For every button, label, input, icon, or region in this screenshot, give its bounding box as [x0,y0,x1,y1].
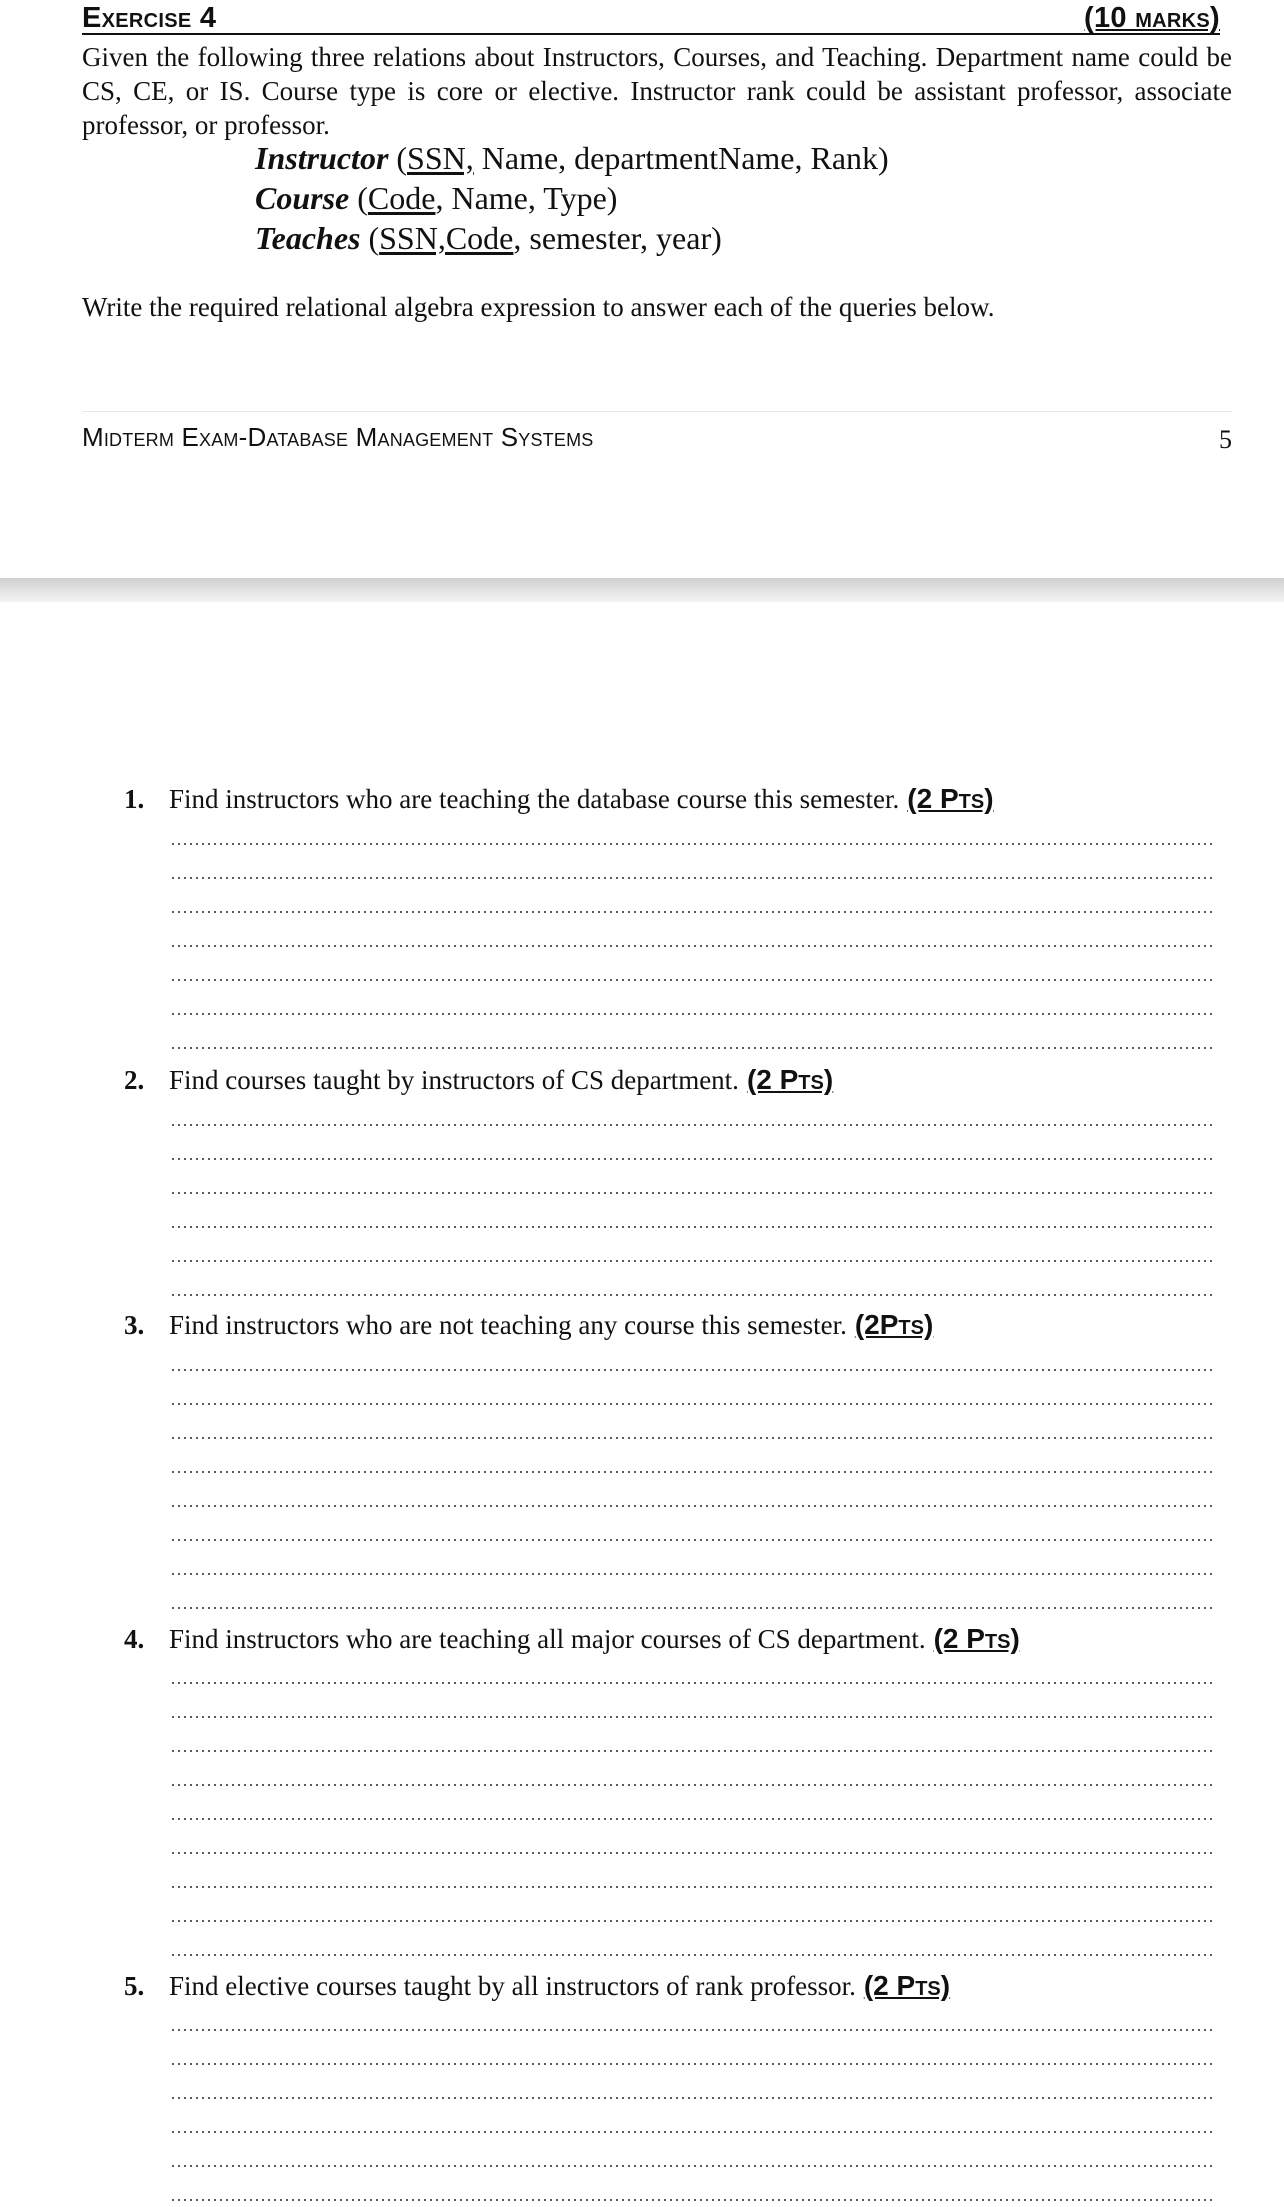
answer-line[interactable] [170,1750,1215,1752]
answer-line[interactable] [170,1260,1215,1262]
answer-line[interactable] [170,1403,1215,1405]
page-number: 5 [1219,425,1232,454]
answer-line[interactable] [170,2131,1215,2133]
footer-title: Midterm Exam-Database Management Systems [82,422,594,452]
primary-key: Code [367,180,436,216]
exercise-title: Exercise 4 [82,2,217,34]
question-text: Find elective courses taught by all instructors of rank professor. [169,1971,856,2001]
schema-instructor: Instructor (SSN, Name, departmentName, Rank) [255,140,889,176]
answer-line[interactable] [170,1192,1215,1194]
answer-line[interactable] [170,2063,1215,2065]
answer-line[interactable] [170,1539,1215,1541]
schema-course: Course (Code, Name, Type) [255,180,618,216]
answer-line[interactable] [170,1716,1215,1718]
answer-line[interactable] [170,1294,1215,1296]
instructions: Write the required relational algebra expression to answer each of the queries below. [82,292,995,322]
answer-line[interactable] [170,1505,1215,1507]
answer-line[interactable] [170,877,1215,879]
answer-line[interactable] [170,1437,1215,1439]
answer-line[interactable] [170,2029,1215,2031]
answer-line[interactable] [170,1818,1215,1820]
primary-key: SSN,Code [379,220,514,256]
primary-key: SSN, [407,140,474,176]
answer-line[interactable] [170,1573,1215,1575]
answer-line[interactable] [170,2199,1215,2201]
answer-line[interactable] [170,945,1215,947]
schema-teaches: Teaches (SSN,Code, semester, year) [255,220,722,256]
answer-line[interactable] [170,2097,1215,2099]
answer-line[interactable] [170,1682,1215,1684]
question-2: 2. Find courses taught by instructors of CS department. (2 Pts) [124,1064,834,1095]
answer-line[interactable] [170,1954,1215,1956]
answer-line[interactable] [170,1158,1215,1160]
question-1: 1. Find instructors who are teaching the database course this semester. (2 Pts) [124,783,994,814]
answer-line[interactable] [170,1607,1215,1609]
question-text: Find courses taught by instructors of CS department. [169,1065,739,1095]
exercise-marks: (10 marks) [1084,2,1220,34]
answer-line[interactable] [170,1886,1215,1888]
answer-line[interactable] [170,979,1215,981]
question-4: 4. Find instructors who are teaching all major courses of CS department. (2 Pts) [124,1623,1020,1654]
answer-line[interactable] [170,1920,1215,1922]
answer-line[interactable] [170,1124,1215,1126]
exercise-header [82,0,1220,35]
question-points: (2 Pts) [863,1970,951,2001]
answer-line[interactable] [170,2165,1215,2167]
page-separator [0,578,1284,602]
answer-line[interactable] [170,1852,1215,1854]
exercise-intro: Given the following three relations about Instructors, Courses, and Teaching. Department name could be CS, CE, or IS. Course type is core or elective. Instructor rank could be assistant professor, associate professor, or professor. [82,42,1232,140]
answer-line[interactable] [170,1471,1215,1473]
question-points: (2 Pts) [746,1064,834,1095]
question-points: (2 Pts) [907,783,994,814]
relation-schema [255,138,889,258]
question-text: Find instructors who are teaching the database course this semester. [169,784,900,814]
question-3: 3. Find instructors who are not teaching any course this semester. (2Pts) [124,1309,934,1340]
answer-line[interactable] [170,1013,1215,1015]
answer-line[interactable] [170,1047,1215,1049]
question-text: Find instructors who are teaching all major courses of CS department. [169,1624,926,1654]
question-text: Find instructors who are not teaching any course this semester. [169,1310,847,1340]
answer-line[interactable] [170,1226,1215,1228]
footer-divider [82,411,1232,412]
answer-line[interactable] [170,1369,1215,1371]
question-points: (2Pts) [854,1309,934,1340]
answer-line[interactable] [170,911,1215,913]
question-points: (2 Pts) [933,1623,1020,1654]
question-5: 5. Find elective courses taught by all instructors of rank professor. (2 Pts) [124,1970,951,2001]
answer-line[interactable] [170,1784,1215,1786]
answer-line[interactable] [170,843,1215,845]
